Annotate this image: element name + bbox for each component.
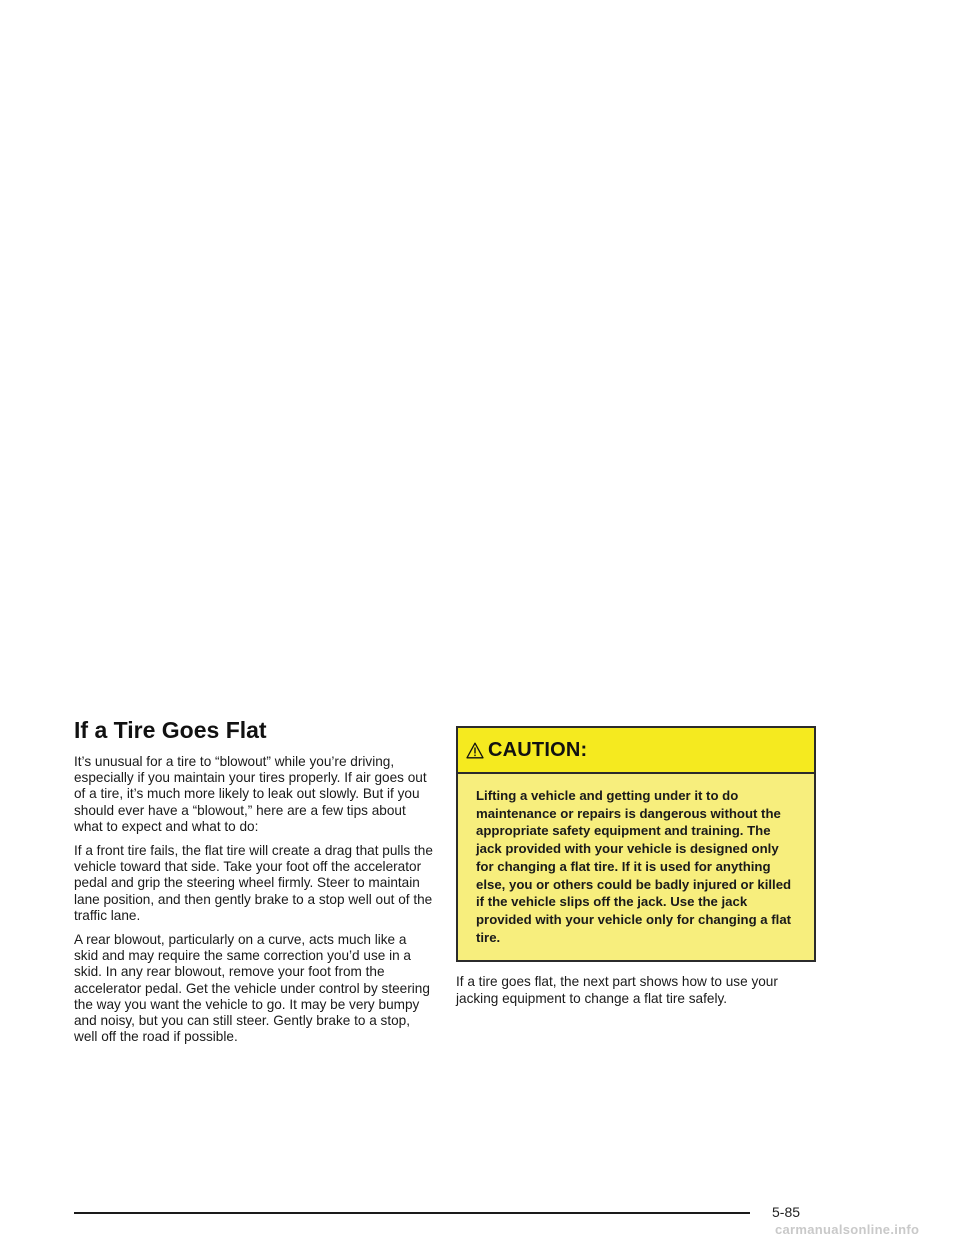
section-title: If a Tire Goes Flat bbox=[74, 717, 267, 743]
caution-box bbox=[456, 726, 816, 962]
watermark: carmanualsonline.info bbox=[775, 1222, 920, 1237]
paragraph-rear-blowout: A rear blowout, particularly on a curve, acts much like a skid and may require the same correction you’d use in a skid. In any rear blowout, remove your foot from the accelerator pedal. Get the vehicle under control by steering the way you want the vehicle to go. It may be very bumpy and noisy, but you can still steer. Gently brake to a stop, well off the road if possible. bbox=[74, 932, 430, 1045]
caution-text: Lifting a vehicle and getting under it to do maintenance or repairs is dangerous without the appropriate safety equipment and training. The jack provided with your vehicle is designed only for changing a flat tire. If it is used for anything else, you or others could be badly injured or killed if the vehicle slips off the jack. Use the jack provided with your vehicle only for changing a flat tire. bbox=[458, 774, 814, 960]
right-column bbox=[456, 726, 816, 1020]
paragraph-front-tire: If a front tire fails, the flat tire will create a drag that pulls the vehicle toward that side. Take your foot off the accelerator pedal and grip the steering wheel firmly. Steer to maintain lane position, and then gently brake to a stop well out of the traffic lane. bbox=[74, 843, 433, 923]
left-column bbox=[74, 716, 434, 1053]
warning-triangle-icon bbox=[466, 742, 484, 759]
caution-title: CAUTION: bbox=[488, 738, 588, 761]
paragraph-next-part: If a tire goes flat, the next part shows how to use your jacking equipment to change a flat tire safely. bbox=[456, 974, 778, 1006]
footer-divider bbox=[74, 1212, 750, 1214]
page-number: 5-85 bbox=[772, 1204, 801, 1220]
paragraph-blowout-intro: It’s unusual for a tire to “blowout” while you’re driving, especially if you maintain your tires properly. If air goes out of a tire, it’s much more likely to leak out slowly. But if you should ever have a “blowout,” here are a few tips about what to expect and what to do: bbox=[74, 754, 427, 834]
caution-header bbox=[458, 728, 814, 774]
